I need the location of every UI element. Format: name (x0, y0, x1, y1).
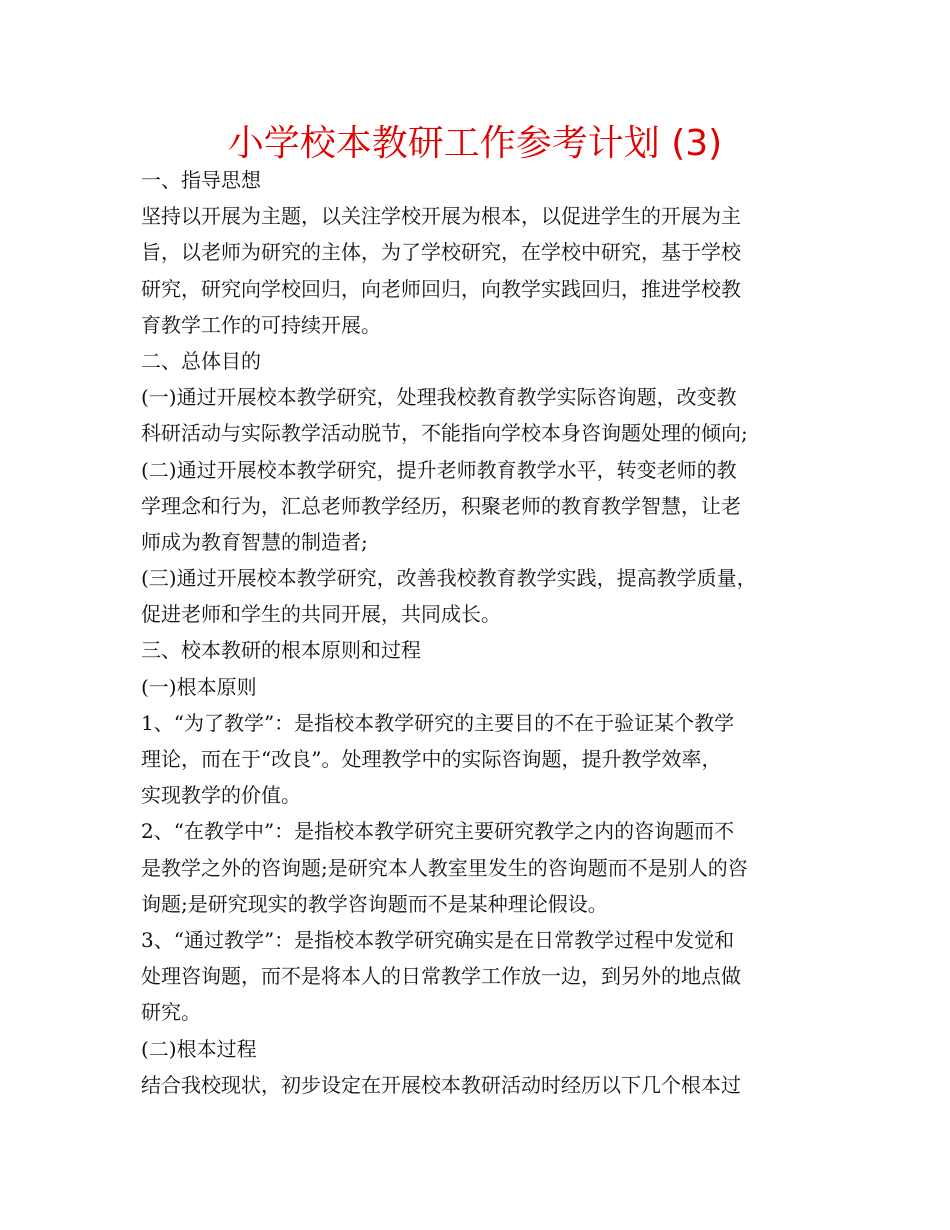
paragraph-line: 1、“为了教学”：是指校本教学研究的主要目的不在于验证某个教学 (141, 710, 735, 735)
paragraph-line: 2、“在教学中”：是指校本教学研究主要研究教学之内的咨询题而不 (141, 819, 735, 844)
paragraph-line: 促进老师和学生的共同开展，共同成长。 (141, 602, 501, 627)
paragraph-line: 是教学之外的咨询题;是研究本人教室里发生的咨询题而不是别人的咨 (141, 855, 748, 880)
section-heading-principles-process: 三、校本教研的根本原则和过程 (141, 638, 421, 663)
document-title: 小学校本教研工作参考计划 (3) (227, 123, 723, 164)
section-heading-overall-goals: 二、总体目的 (141, 348, 261, 373)
subsection-heading-basic-process: (二)根本过程 (141, 1036, 257, 1061)
section-heading-guiding-ideology: 一、指导思想 (141, 168, 261, 192)
paragraph-line: (三)通过开展校本教学研究，改善我校教育教学实践，提高教学质量， (141, 566, 757, 591)
paragraph-line: 科研活动与实际教学活动脱节，不能指向学校本身咨询题处理的倾向; (141, 421, 748, 446)
paragraph-line: 实现教学的价值。 (141, 783, 301, 808)
document-body (141, 162, 821, 1103)
paragraph-line: 询题;是研究现实的教学咨询题而不是某种理论假设。 (141, 891, 608, 916)
paragraph-line: 师成为教育智慧的制造者; (141, 529, 368, 554)
paragraph-line: 旨，以老师为研究的主体，为了学校研究，在学校中研究，基于学校 (141, 240, 741, 265)
paragraph-line: 研究。 (141, 1000, 201, 1025)
paragraph-line: (二)通过开展校本教学研究，提升老师教育教学水平，转变老师的教 (141, 457, 737, 482)
paragraph-line: 理论，而在于“改良”。处理教学中的实际咨询题，提升教学效率， (141, 747, 722, 771)
paragraph-line: 3、“通过教学”：是指校本教学研究确实是在日常教学过程中发觉和 (141, 927, 735, 952)
subsection-heading-basic-principles: (一)根本原则 (141, 674, 257, 699)
paragraph-line: 学理念和行为，汇总老师教学经历，积聚老师的教育教学智慧，让老 (141, 493, 741, 518)
paragraph-line: 坚持以开展为主题，以关注学校开展为根本，以促进学生的开展为主 (141, 204, 741, 229)
paragraph-line: (一)通过开展校本教学研究，处理我校教育教学实际咨询题，改变教 (141, 385, 737, 410)
paragraph-line: 处理咨询题，而不是将本人的日常教学工作放一边，到另外的地点做 (141, 964, 741, 989)
paragraph-line: 研究，研究向学校回归，向老师回归，向教学实践回归，推进学校教 (141, 276, 741, 301)
paragraph-line: 结合我校现状，初步设定在开展校本教研活动时经历以下几个根本过 (141, 1072, 741, 1097)
paragraph-line: 育教学工作的可持续开展。 (141, 312, 381, 337)
